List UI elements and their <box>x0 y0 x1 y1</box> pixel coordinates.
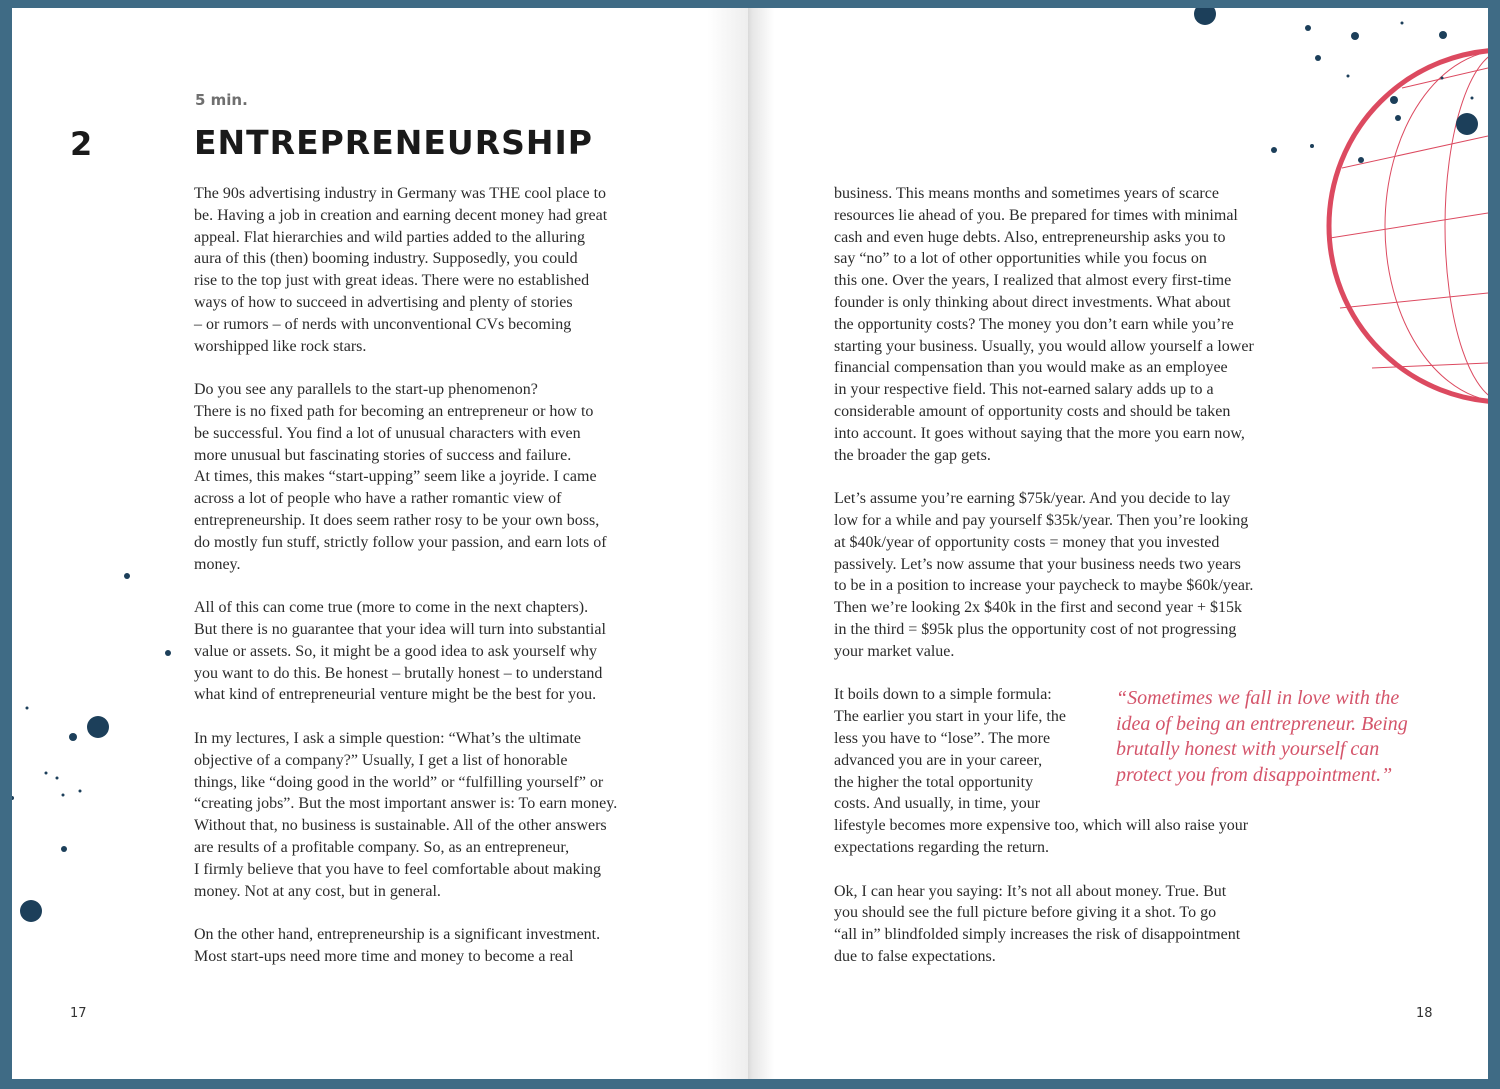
paragraph: In my lectures, I ask a simple question: “What’s the ultimate objective of a company?” Usually, I get a list of honorable things, like “doing good in the world” or “fulfilling yourself” or “creating jobs”. But the most important answer is: To earn money. Without that, no business is sustainable. All of the other answers are results of a profitable company. So, as an entrepreneur, I firmly believe that you have to feel comfortable about making money. Not at any cost, but in general. <box>194 729 618 900</box>
page-number-left: 17 <box>70 1006 87 1021</box>
right-page <box>752 8 1488 1079</box>
paragraph: Let’s assume you’re earning $75k/year. And you decide to lay low for a while and pay yourself $35k/year. Then you’re looking at $40k/year of opportunity costs = money that you invested passively. Let’s now assume that your business needs two years to be in a position to increase your paycheck to maybe $60k/year. Then we’re looking 2x $40k in the first and second year + $15k in the third = $95k plus the opportunity cost of not progressing your market value. <box>834 490 1254 660</box>
chapter-number: 2 <box>70 125 93 163</box>
paragraph: All of this can come true (more to come in the next chapters). But there is no guarantee that your idea will turn into substantial value or assets. So, it might be a good idea to ask yourself why you want to do this. Be honest – brutally honest – to understand what kind of entrepreneurial venture might be the best for you. <box>194 599 606 704</box>
reading-time: 5 min. <box>195 91 248 109</box>
page-number-right: 18 <box>1416 1006 1433 1021</box>
left-page <box>12 8 752 1079</box>
formula-paragraph: It boils down to a simple formula: The earlier you start in your life, the less you have to “lose”. The more advanced you are in your career, the higher the total opportunity costs. And usually, in time, your lifestyle becomes more expensive too, which will also raise your expectations regarding the return. <box>834 686 1249 856</box>
chapter-title: ENTREPRENEURSHIP <box>194 123 593 162</box>
paragraph: Ok, I can hear you saying: It’s not all about money. True. But you should see the full picture before giving it a shot. To go “all in” blindfolded simply increases the risk of disappointment due to false expectations. <box>834 882 1241 965</box>
paragraph: The 90s advertising industry in Germany was THE cool place to be. Having a job in creation and earning decent money had great appeal. Flat hierarchies and wild parties added to the alluring aura of this (then) booming industry. Supposedly, you could rise to the top just with great ideas. There were no established ways of how to succeed in advertising and plenty of stories – or rumors – of nerds with unconventional CVs becoming worshipped like rock stars. <box>194 185 608 355</box>
paragraph: On the other hand, entrepreneurship is a significant investment. Most start-ups need more time and money to become a real <box>194 926 601 965</box>
left-text-column <box>194 183 684 989</box>
paragraph: business. This means months and sometimes years of scarce resources lie ahead of you. Be prepared for times with minimal cash and even huge debts. Also, entrepreneurship asks you to say “no” to a lot of other opportunities while you focus on this one. Over the years, I realized that almost every first-time founder is only thinking about direct investments. What about the opportunity costs? The money you don’t earn while you’re starting your business. Usually, you would allow yourself a lower financial compensation than you would make as an employee in your respective field. This not-earned salary adds up to a considerable amount of opportunity costs and should be taken into account. It goes without saying that the more you earn now, the broader the gap gets. <box>834 185 1254 464</box>
formula-block <box>834 684 1408 858</box>
book-spread <box>12 8 1488 1079</box>
pull-quote: “Sometimes we fall in love with the idea of being an entrepreneur. Being brutally honest with yourself can protect you from disappointment.” <box>1116 687 1408 786</box>
paragraph: Do you see any parallels to the start-up phenomenon? There is no fixed path for becoming an entrepreneur or how to be successful. You find a lot of unusual characters with even more unusual but fascinating stories of success and failure. At times, this makes “start-upping” seem like a joyride. I came across a lot of people who have a rather romantic view of entrepreneurship. It does seem rather rosy to be your own boss, do mostly fun stuff, strictly follow your passion, and earn lots of money. <box>194 381 607 573</box>
right-text-column <box>834 183 1408 989</box>
